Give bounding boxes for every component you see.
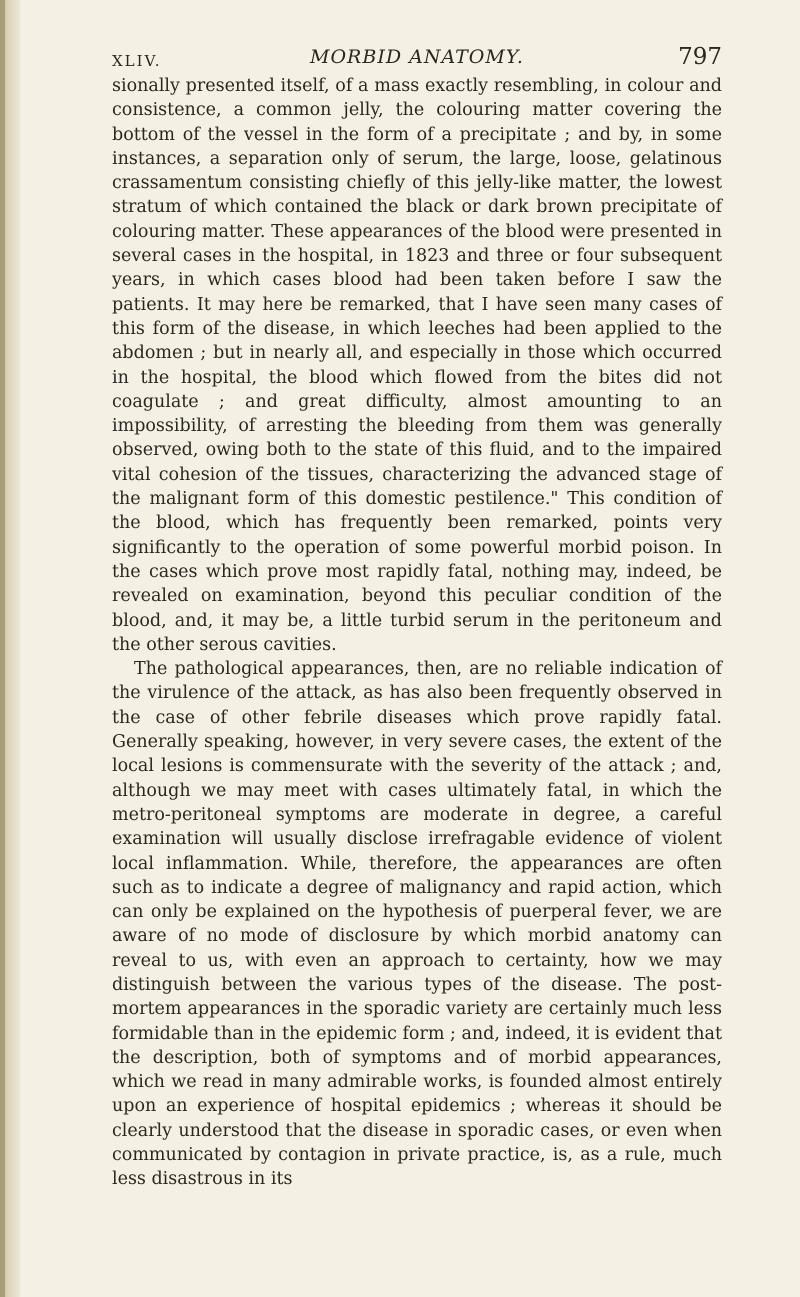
binding-gutter bbox=[0, 0, 20, 1297]
chapter-number: XLIV. bbox=[112, 52, 162, 70]
running-head bbox=[112, 24, 722, 68]
running-title: MORBID ANATOMY. bbox=[310, 46, 524, 68]
binding-edge bbox=[0, 0, 5, 1297]
book-page bbox=[112, 24, 722, 1192]
paragraph-1: sionally presented itself, of a mass exactly resembling, in colour and consistence, a common jelly, the colouring matter covering the bottom of the vessel in the form of a precipitate ; and by, in some instances, a separation only of serum, the large, loose, gelatinous crassamentum consisting chiefly of this jelly-like matter, the lowest stratum of which contained the black or dark brown precipitate of colouring matter. These appearances of the blood were presented in several cases in the hospital, in 1823 and three or four subsequent years, in which cases blood had been taken before I saw the patients. It may here be remarked, that I have seen many cases of this form of the disease, in which leeches had been applied to the abdomen ; but in nearly all, and especially in those which occurred in the hospital, the blood which flowed from the bites did not coagulate ; and great difficulty, almost amounting to an impossibility, of arresting the bleeding from them was generally observed, owing both to the state of this fluid, and to the impaired vital cohesion of the tissues, characterizing the advanced stage of the malignant form of this domestic pestilence." This condition of the blood, which has frequently been remarked, points very significantly to the operation of some powerful morbid poison. In the cases which prove most rapidly fatal, nothing may, indeed, be revealed on examination, beyond this peculiar condition of the blood, and, it may be, a little turbid serum in the peritoneum and the other serous cavities. bbox=[112, 76, 722, 655]
page-number: 797 bbox=[678, 44, 722, 70]
paragraph-2: The pathological appearances, then, are no reliable indication of the virulence of the attack, as has also been frequently observed in the case of other febrile diseases which prove rapidly fatal. Generally speaking, however, in very severe cases, the extent of the local lesions is commensurate with the severity of the attack ; and, although we may meet with cases ultimately fatal, in which the metro-peritoneal symptoms are moderate in degree, a careful examination will usually disclose irrefragable evidence of violent local inflammation. While, therefore, the appearances are often such as to indicate a degree of malignancy and rapid action, which can only be explained on the hypothesis of puerperal fever, we are aware of no mode of disclosure by which morbid anatomy can reveal to us, with even an approach to certainty, how we may distinguish between the various types of the disease. The post-mortem appearances in the sporadic variety are certainly much less formidable than in the epidemic form ; and, indeed, it is evident that the description, both of symptoms and of morbid appearances, which we read in many admirable works, is founded almost entirely upon an experience of hospital epidemics ; whereas it should be clearly understood that the disease in sporadic cases, or even when communicated by contagion in private practice, is, as a rule, much less disastrous in its bbox=[112, 659, 722, 1190]
body-text bbox=[112, 74, 722, 1192]
